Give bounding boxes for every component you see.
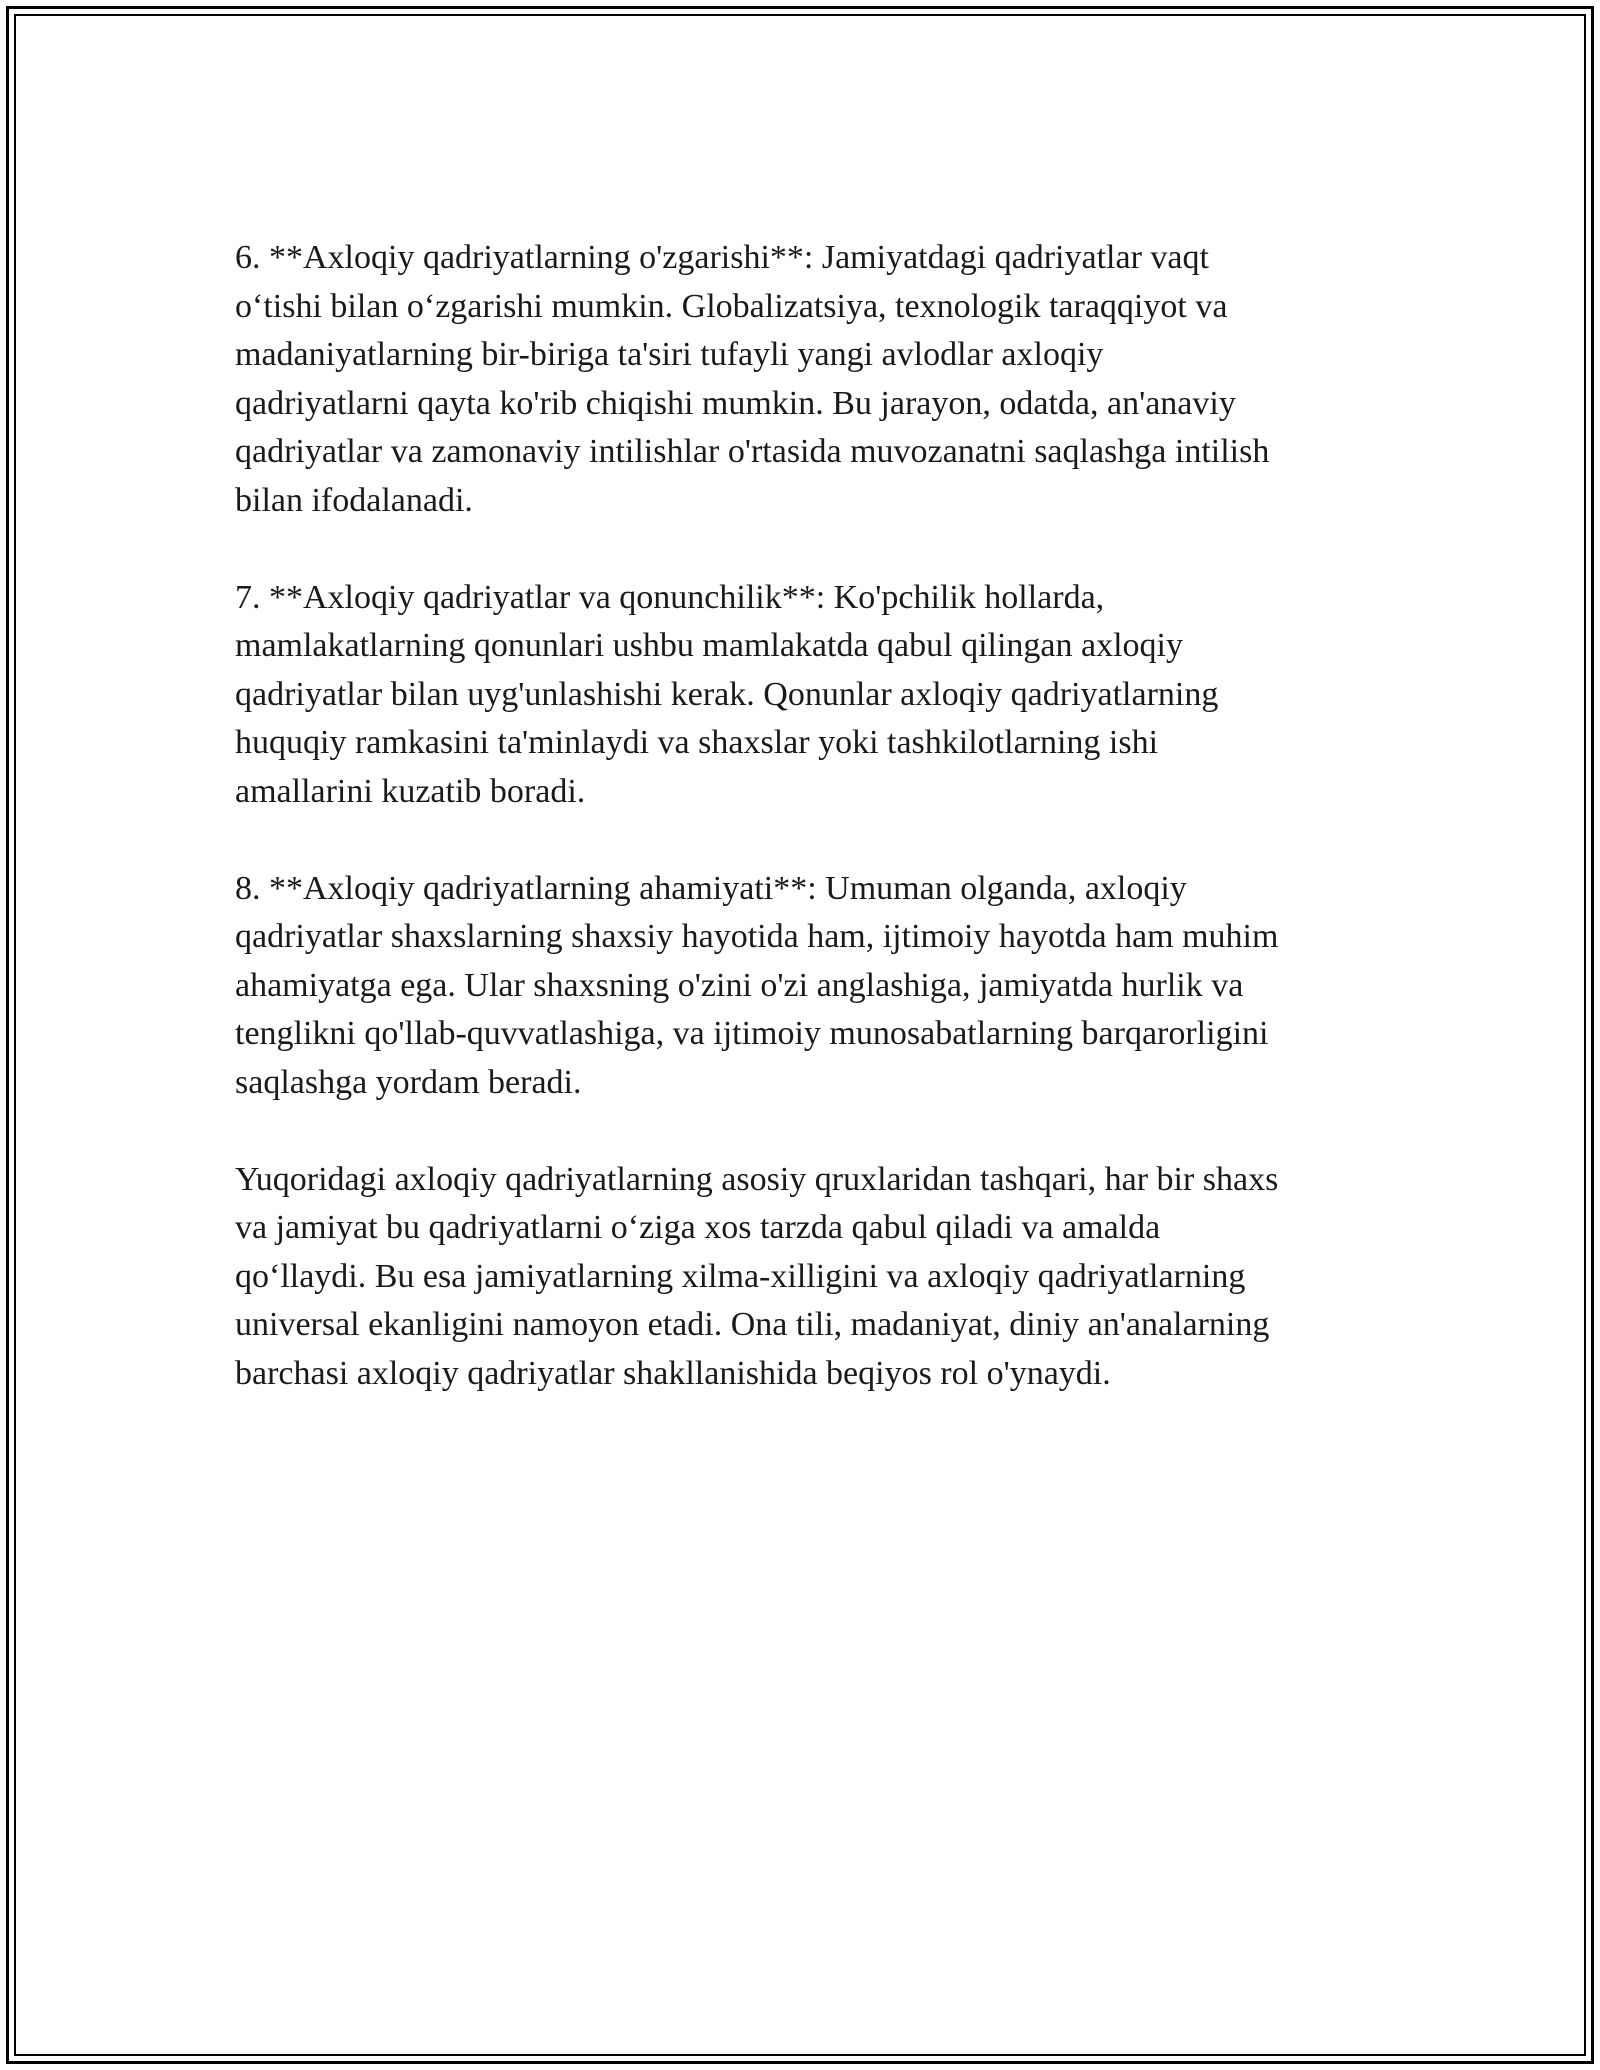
text-line: 8. **Axloqiy qadriyatlarning ahamiyati**: Umuman olganda, axloqiy [235, 869, 1187, 907]
text-line: mamlakatlarning qonunlari ushbu mamlakatda qabul qilingan axloqiy [235, 627, 1183, 664]
text-line: qadriyatlarni qayta ko'rib chiqishi mumkin. Bu jarayon, odatda, an'anaviy [235, 384, 1236, 422]
document-body [235, 234, 1385, 1447]
text-line: qo‘llaydi. Bu esa jamiyatlarning xilma-xilligini va axloqiy qadriyatlarning [235, 1257, 1246, 1295]
text-line: o‘tishi bilan o‘zgarishi mumkin. Globalizatsiya, texnologik taraqqiyot va [235, 287, 1228, 325]
text-line: bilan ifodalanadi. [235, 481, 473, 519]
text-line: barchasi axloqiy qadriyatlar shakllanishida beqiyos rol o'ynaydi. [235, 1354, 1111, 1392]
text-line: 6. **Axloqiy qadriyatlarning o'zgarishi**: Jamiyatdagi qadriyatlar vaqt [235, 239, 1209, 276]
text-line: 7. **Axloqiy qadriyatlar va qonunchilik**: Ko'pchilik hollarda, [235, 578, 1105, 616]
text-line: qadriyatlar va zamonaviy intilishlar o'rtasida muvozanatni saqlashga intilish [235, 433, 1270, 470]
paragraph-8 [235, 865, 1385, 1108]
text-line: madaniyatlarning bir-biriga ta'siri tufayli yangi avlodlar axloqiy [235, 336, 1104, 373]
text-line: Yuqoridagi axloqiy qadriyatlarning asosiy qruxlaridan tashqari, har bir shaxs [235, 1160, 1279, 1198]
paragraph-conclusion [235, 1156, 1385, 1399]
paragraph-7 [235, 574, 1385, 817]
text-line: huquqiy ramkasini ta'minlaydi va shaxslar yoki tashkilotlarning ishi [235, 724, 1159, 761]
text-line: amallarini kuzatib boradi. [235, 772, 586, 810]
text-line: universal ekanligini namoyon etadi. Ona tili, madaniyat, diniy an'analarning [235, 1306, 1270, 1343]
text-line: qadriyatlar shaxslarning shaxsiy hayotida ham, ijtimoiy hayotda ham muhim [235, 918, 1279, 955]
text-line: ahamiyatga ega. Ular shaxsning o'zini o'zi anglashiga, jamiyatda hurlik va [235, 966, 1244, 1004]
text-line: saqlashga yordam beradi. [235, 1063, 582, 1101]
paragraph-6 [235, 234, 1385, 525]
text-line: qadriyatlar bilan uyg'unlashishi kerak. Qonunlar axloqiy qadriyatlarning [235, 675, 1219, 713]
text-line: va jamiyat bu qadriyatlarni o‘ziga xos tarzda qabul qiladi va amalda [235, 1209, 1161, 1246]
text-line: tenglikni qo'llab-quvvatlashiga, va ijtimoiy munosabatlarning barqarorligini [235, 1015, 1269, 1052]
